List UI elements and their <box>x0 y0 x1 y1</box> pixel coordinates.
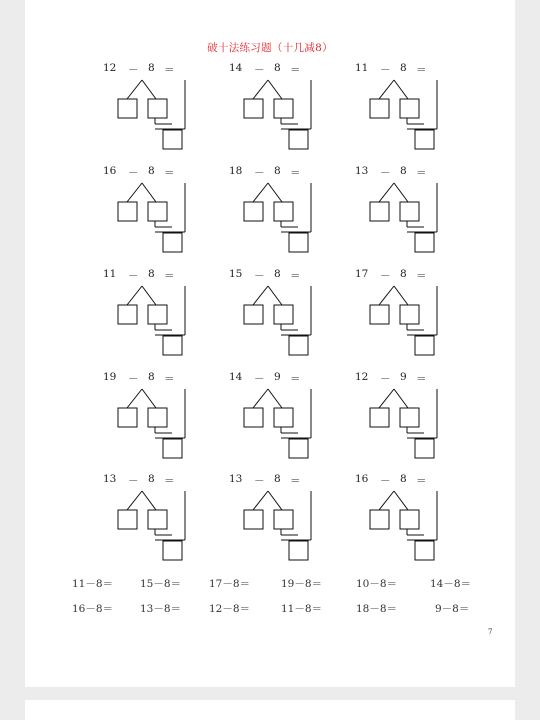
decomposition-problem <box>344 371 454 466</box>
quick-equation: 13－8＝ <box>140 603 182 615</box>
result-box[interactable] <box>415 439 434 458</box>
equals-sign: ＝ <box>164 373 175 385</box>
decomposition-problem <box>344 62 454 157</box>
decomposition-diagram <box>344 473 454 568</box>
minuend: 13 <box>229 473 243 485</box>
quick-equation: 10－8＝ <box>356 578 398 590</box>
minus-sign: － <box>254 167 265 179</box>
minus-sign: － <box>128 167 139 179</box>
ones-part-box[interactable] <box>148 510 167 529</box>
split-line-right <box>142 80 156 99</box>
equals-sign: ＝ <box>290 270 301 282</box>
minus-sign: － <box>380 64 391 76</box>
equals-sign: ＝ <box>416 270 427 282</box>
equals-sign: ＝ <box>164 475 175 487</box>
subtrahend: 8 <box>274 62 281 74</box>
decomposition-problem <box>218 268 328 363</box>
tens-part-box[interactable] <box>244 99 263 118</box>
subtrahend: 8 <box>400 268 407 280</box>
quick-equation: 12－8＝ <box>209 603 251 615</box>
worksheet-page <box>25 0 515 687</box>
tens-part-box[interactable] <box>370 305 389 324</box>
decomposition-problem <box>218 473 328 568</box>
decomposition-problem <box>344 268 454 363</box>
result-box[interactable] <box>163 233 182 252</box>
decomposition-diagram <box>344 268 454 363</box>
subtrahend: 9 <box>400 371 407 383</box>
tens-part-box[interactable] <box>244 408 263 427</box>
minuend: 13 <box>103 473 117 485</box>
decomposition-diagram <box>92 62 202 157</box>
decomposition-problem <box>344 473 454 568</box>
tens-part-box[interactable] <box>118 510 137 529</box>
split-line-right <box>394 183 408 202</box>
subtrahend: 9 <box>274 371 281 383</box>
subtrahend: 8 <box>400 473 407 485</box>
decomposition-problem <box>92 268 202 363</box>
decomposition-problem <box>344 165 454 260</box>
split-line-right <box>394 80 408 99</box>
result-box[interactable] <box>163 336 182 355</box>
decomposition-problem <box>92 165 202 260</box>
quick-equation: 9－8＝ <box>435 603 470 615</box>
decomposition-problem <box>218 165 328 260</box>
split-line-left <box>253 80 268 99</box>
quick-equation: 14－8＝ <box>430 578 472 590</box>
decomposition-diagram <box>92 268 202 363</box>
decomposition-problem <box>92 62 202 157</box>
ones-part-box[interactable] <box>148 202 167 221</box>
minuend: 14 <box>229 62 243 74</box>
subtrahend: 8 <box>400 165 407 177</box>
decomposition-problem <box>92 371 202 466</box>
split-line-right <box>268 491 282 510</box>
minuend: 13 <box>355 165 369 177</box>
split-line-right <box>268 389 282 408</box>
split-line-left <box>127 80 142 99</box>
subtrahend: 8 <box>274 165 281 177</box>
next-page-edge <box>25 700 515 720</box>
ones-part-box[interactable] <box>274 408 293 427</box>
minuend: 11 <box>103 268 117 280</box>
tens-part-box[interactable] <box>118 305 137 324</box>
tens-part-box[interactable] <box>244 305 263 324</box>
ones-part-box[interactable] <box>400 510 419 529</box>
equals-sign: ＝ <box>164 64 175 76</box>
ones-part-box[interactable] <box>274 99 293 118</box>
decomposition-diagram <box>218 268 328 363</box>
minus-sign: － <box>380 167 391 179</box>
split-line-right <box>268 286 282 305</box>
tens-part-box[interactable] <box>370 510 389 529</box>
ones-part-box[interactable] <box>400 408 419 427</box>
minuend: 15 <box>229 268 243 280</box>
page-number: 7 <box>488 628 493 636</box>
split-line-left <box>379 183 394 202</box>
ones-part-box[interactable] <box>400 202 419 221</box>
minus-sign: － <box>254 475 265 487</box>
split-line-right <box>268 80 282 99</box>
minuend: 19 <box>103 371 117 383</box>
equals-sign: ＝ <box>164 270 175 282</box>
result-box[interactable] <box>163 439 182 458</box>
split-line-left <box>253 286 268 305</box>
split-line-left <box>379 80 394 99</box>
result-box[interactable] <box>415 541 434 560</box>
minus-sign: － <box>128 475 139 487</box>
split-line-left <box>253 389 268 408</box>
minus-sign: － <box>380 475 391 487</box>
tens-part-box[interactable] <box>118 408 137 427</box>
equals-sign: ＝ <box>416 64 427 76</box>
result-box[interactable] <box>415 336 434 355</box>
decomposition-diagram <box>92 371 202 466</box>
split-line-right <box>268 183 282 202</box>
result-box[interactable] <box>289 541 308 560</box>
minus-sign: － <box>128 373 139 385</box>
minus-sign: － <box>254 64 265 76</box>
subtrahend: 8 <box>274 268 281 280</box>
decomposition-problem <box>218 371 328 466</box>
minus-sign: － <box>380 373 391 385</box>
tens-part-box[interactable] <box>370 99 389 118</box>
result-box[interactable] <box>163 541 182 560</box>
result-box[interactable] <box>289 130 308 149</box>
tens-part-box[interactable] <box>370 202 389 221</box>
decomposition-problem <box>92 473 202 568</box>
minuend: 12 <box>103 62 117 74</box>
split-line-right <box>142 389 156 408</box>
subtrahend: 8 <box>148 268 155 280</box>
minus-sign: － <box>254 270 265 282</box>
tens-part-box[interactable] <box>244 510 263 529</box>
split-line-right <box>142 183 156 202</box>
minuend: 14 <box>229 371 243 383</box>
quick-equation: 11－8＝ <box>281 603 323 615</box>
result-box[interactable] <box>163 130 182 149</box>
quick-equation: 15－8＝ <box>140 578 182 590</box>
decomposition-diagram <box>92 473 202 568</box>
minus-sign: － <box>380 270 391 282</box>
ones-part-box[interactable] <box>274 510 293 529</box>
split-line-left <box>253 183 268 202</box>
split-line-left <box>127 286 142 305</box>
equals-sign: ＝ <box>416 475 427 487</box>
tens-part-box[interactable] <box>118 202 137 221</box>
ones-part-box[interactable] <box>400 99 419 118</box>
decomposition-diagram <box>218 371 328 466</box>
decomposition-diagram <box>218 473 328 568</box>
minuend: 16 <box>103 165 117 177</box>
minuend: 11 <box>355 62 369 74</box>
equals-sign: ＝ <box>416 373 427 385</box>
minuend: 18 <box>229 165 243 177</box>
ones-part-box[interactable] <box>274 202 293 221</box>
equals-sign: ＝ <box>164 167 175 179</box>
minuend: 16 <box>355 473 369 485</box>
split-line-left <box>379 491 394 510</box>
quick-equation: 17－8＝ <box>209 578 251 590</box>
result-box[interactable] <box>289 439 308 458</box>
decomposition-diagram <box>344 165 454 260</box>
equals-sign: ＝ <box>290 373 301 385</box>
split-line-right <box>394 491 408 510</box>
ones-part-box[interactable] <box>148 305 167 324</box>
tens-part-box[interactable] <box>118 99 137 118</box>
tens-part-box[interactable] <box>244 202 263 221</box>
minus-sign: － <box>254 373 265 385</box>
split-line-left <box>127 183 142 202</box>
quick-equation: 19－8＝ <box>281 578 323 590</box>
decomposition-diagram <box>218 62 328 157</box>
split-line-right <box>394 286 408 305</box>
equals-sign: ＝ <box>290 167 301 179</box>
result-box[interactable] <box>415 233 434 252</box>
subtrahend: 8 <box>274 473 281 485</box>
quick-equation: 18－8＝ <box>356 603 398 615</box>
result-box[interactable] <box>289 233 308 252</box>
result-box[interactable] <box>415 130 434 149</box>
split-line-left <box>379 286 394 305</box>
equals-sign: ＝ <box>290 64 301 76</box>
split-line-right <box>142 491 156 510</box>
split-line-right <box>394 389 408 408</box>
minuend: 12 <box>355 371 369 383</box>
worksheet-title: 破十法练习题（十几减8） <box>207 42 333 54</box>
split-line-left <box>253 491 268 510</box>
minuend: 17 <box>355 268 369 280</box>
subtrahend: 8 <box>400 62 407 74</box>
ones-part-box[interactable] <box>148 408 167 427</box>
subtrahend: 8 <box>148 371 155 383</box>
split-line-left <box>379 389 394 408</box>
quick-equation: 11－8＝ <box>72 578 114 590</box>
tens-part-box[interactable] <box>370 408 389 427</box>
decomposition-diagram <box>344 62 454 157</box>
minus-sign: － <box>128 270 139 282</box>
split-line-right <box>142 286 156 305</box>
subtrahend: 8 <box>148 62 155 74</box>
equals-sign: ＝ <box>416 167 427 179</box>
subtrahend: 8 <box>148 165 155 177</box>
decomposition-problem <box>218 62 328 157</box>
decomposition-diagram <box>218 165 328 260</box>
decomposition-diagram <box>92 165 202 260</box>
split-line-left <box>127 389 142 408</box>
decomposition-diagram <box>344 371 454 466</box>
quick-equation: 16－8＝ <box>72 603 114 615</box>
subtrahend: 8 <box>148 473 155 485</box>
ones-part-box[interactable] <box>274 305 293 324</box>
equals-sign: ＝ <box>290 475 301 487</box>
result-box[interactable] <box>289 336 308 355</box>
ones-part-box[interactable] <box>400 305 419 324</box>
minus-sign: － <box>128 64 139 76</box>
ones-part-box[interactable] <box>148 99 167 118</box>
split-line-left <box>127 491 142 510</box>
